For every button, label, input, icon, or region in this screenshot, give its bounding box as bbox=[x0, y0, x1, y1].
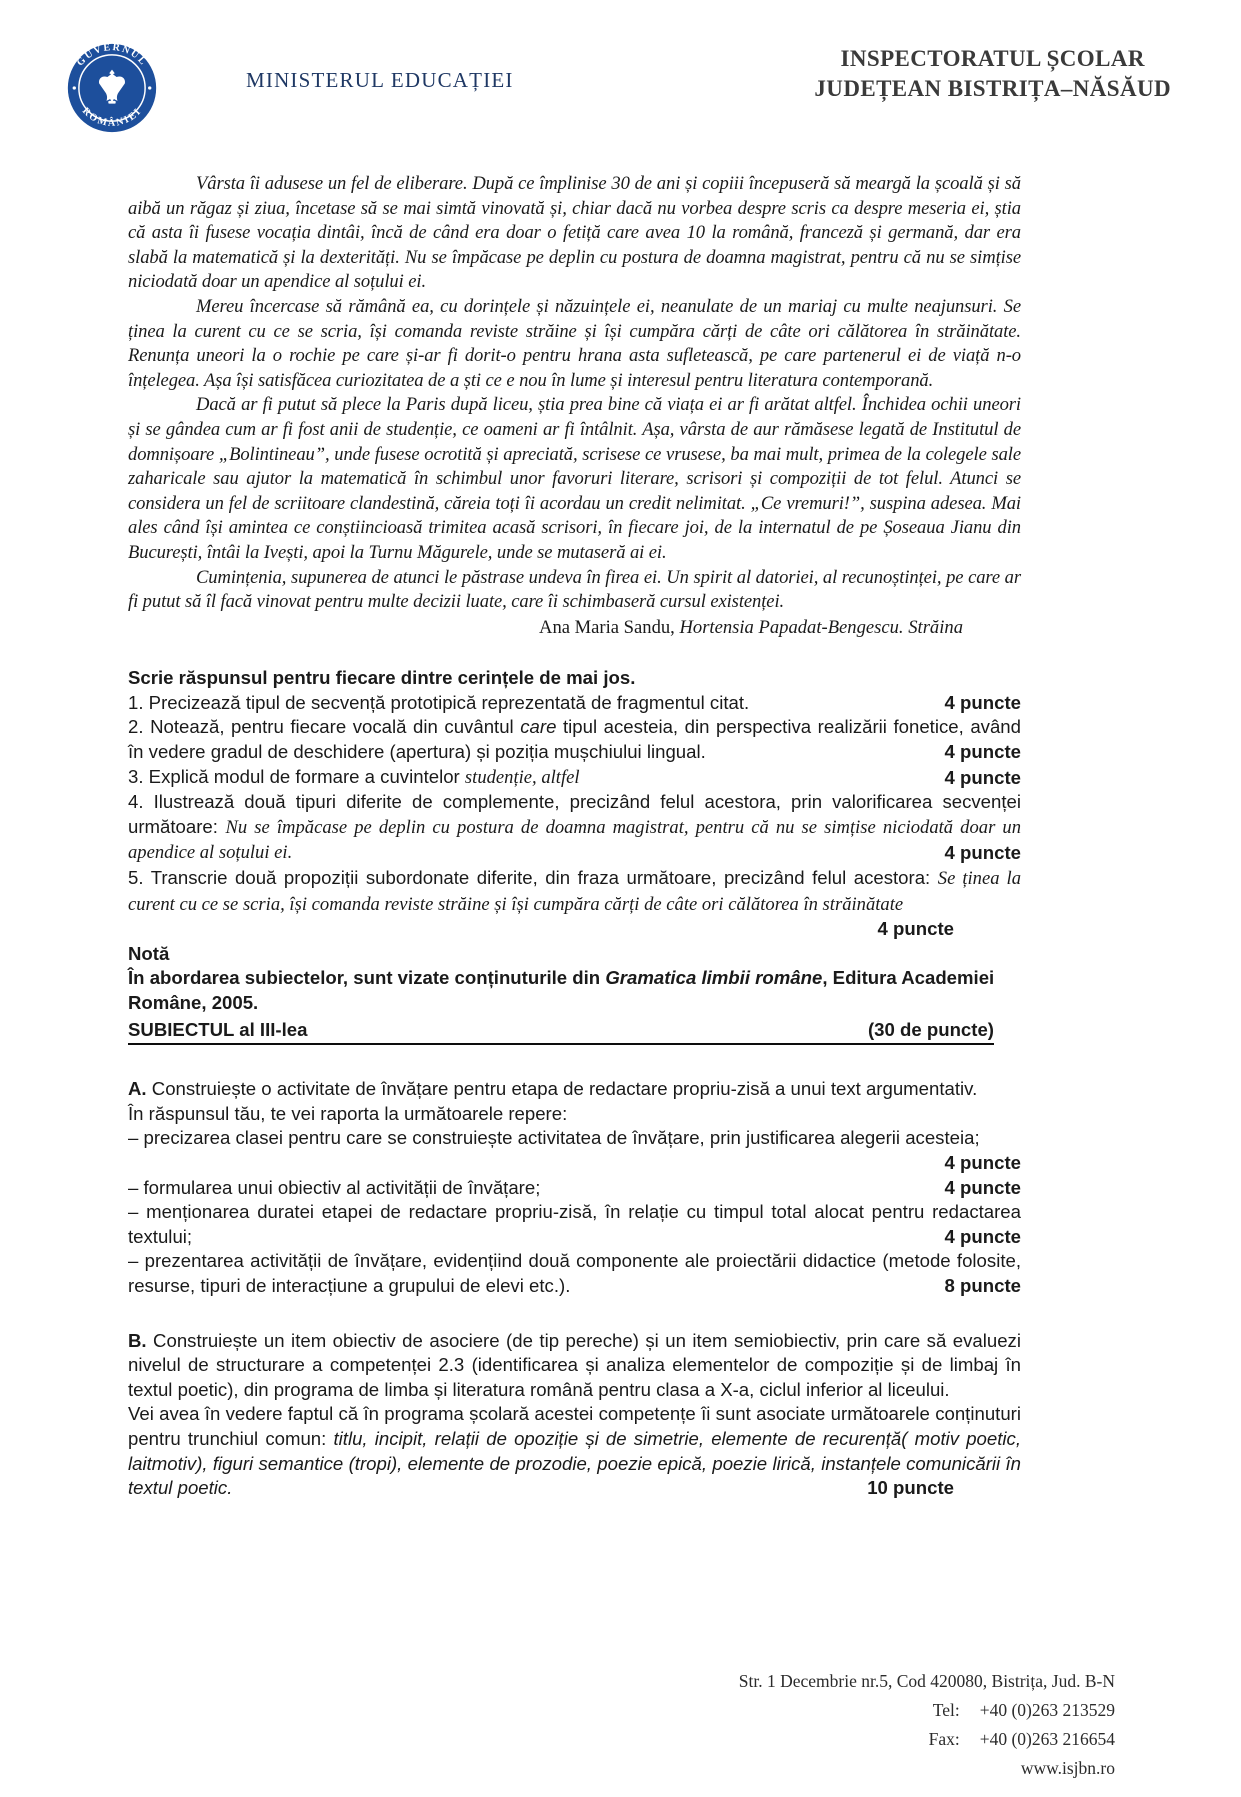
inspectorate-line2: JUDEȚEAN BISTRIȚA–NĂSĂUD bbox=[814, 76, 1171, 101]
question-2-points: 4 puncte bbox=[937, 740, 1021, 765]
ministry-title: MINISTERUL EDUCAȚIEI bbox=[246, 68, 514, 92]
inspectorate-title bbox=[814, 44, 1171, 104]
question-2-text-cont: tipul acesteia, din perspectiva realizării fonetice, având în vedere gradul de deschidere (apertura) și poziția mușchiului lingual. bbox=[128, 716, 1021, 763]
section-b-contents-list: titlu, incipit, relații de opoziție și de simetrie, elemente de recurență( motiv poetic, laitmotiv), figuri semantice (tropi), elemente de prozodie, poezie epică, poezie lirică, instanțele comunicării în textul poetic. bbox=[128, 1427, 1021, 1499]
footer-fax bbox=[739, 1725, 1115, 1754]
exam-document-page bbox=[0, 42, 1241, 1797]
question-3-quote: studenție, altfel bbox=[464, 766, 580, 788]
excerpt-attribution bbox=[128, 616, 1021, 641]
footer-fax-label: Fax: bbox=[928, 1729, 960, 1749]
note-text-pre: În abordarea subiectelor, sunt vizate conținuturile din bbox=[128, 967, 606, 989]
document-body bbox=[128, 172, 1021, 1501]
note-book-title: Gramatica limbii române bbox=[605, 967, 823, 989]
question-1-points: 4 puncte bbox=[937, 691, 1021, 716]
section-a bbox=[128, 1077, 1021, 1298]
section-b-label: B. bbox=[128, 1329, 147, 1351]
question-5-quote: Se ținea la curent cu ce se scria, își comanda reviste străine și își cumpăra cărți de câte ori călătorea în străinătate bbox=[128, 868, 1021, 915]
excerpt-paragraph-1: Vârsta îi adusese un fel de eliberare. După ce împlinise 30 de ani și copiii începuseră să meargă la școală și să aibă un răgaz și ziua, încetase să se mai simtă vinovată și, chiar dacă nu vorbea despre scris ca despre meseria ei, știa că asta îi fusese vocația dintâi, încă de când era doar o fetiță care avea 10 la română, franceză și germană, dar era slabă la matematică și la dexterități. Nu se împăcase pe deplin cu postura de doamna magistrat, pentru că nu se simțise niciodată doar un apendice al soțului ei. bbox=[128, 173, 1021, 293]
section-b-intro-text: Construiește un item obiectiv de asociere (de tip pereche) și un item semiobiectiv, prin care să evaluezi nivelul de structurare a competenței 2.3 (identificarea și analiza elementelor de compoziție și de limbaj în textul poetic), din programa de limba și literatura română pentru clasa a X-a, ciclul inferior al liceului. bbox=[128, 1329, 1021, 1400]
excerpt-paragraph-3: Dacă ar fi putut să plece la Paris după liceu, știa prea bine că viața ei ar fi arătat altfel. Închidea ochii uneori și se gândea cum ar fi fost anii de studenție, ce oameni ar fi întâlnit. Așa, vârsta de aur rămăsese legată de Institutul de domnișoare „Bolintineau”, unde fusese ocrotită și apreciată, scrisese ce vrusese, ba mai mult, primea de la colegele sale zaharicale sau ajutor la matematică în schimbul unor favoruri literare, scrisori și compoziții de tot felul. Atunci se considera un fel de scriitoare clandestină, căreia toți îi acordau un credit nelimitat. „Ce vremuri!”, suspina adesea. Mai ales când își amintea ce conștiincioasă trimitea acasă scrisori, în fiecare joi, de la internatul de pe Șoseaua Jianu din București, întâi la Ivești, apoi la Turnu Măgurele, unde se mutaseră ai ei. bbox=[128, 394, 1021, 563]
section-a-item-4 bbox=[128, 1249, 1021, 1298]
attribution-work-title: Hortensia Papadat-Bengescu. Străina bbox=[679, 616, 963, 638]
footer-tel-value: +40 (0)263 213529 bbox=[979, 1700, 1115, 1720]
logo-text-bottom: ROMÂNIEI bbox=[79, 105, 145, 129]
questions-section bbox=[128, 666, 1021, 1045]
section-a-item-4-text: – prezentarea activității de învățare, evidențiind două componente ale proiectării didactice (metode folosite, resurse, tipuri de interacțiune a grupului de elevi etc.). bbox=[128, 1250, 1021, 1296]
section-a-item-1 bbox=[128, 1126, 1021, 1151]
section-a-item-1-text: – precizarea clasei pentru care se construiește activitatea de învățare, prin justificarea alegerii acesteia; bbox=[128, 1127, 980, 1149]
section-b-intro bbox=[128, 1329, 1021, 1403]
excerpt-paragraph-2: Mereu încercase să rămână ea, cu dorințele și năzuințele ei, neanulate de un mariaj cu multe neajunsuri. Se ținea la curent cu ce se scria, își comanda reviste străine și își cumpăra cărți de câte ori călătorea în străinătate. Renunța uneori la o rochie pe care și-ar fi dorit-o pentru hrana asta sufletească, pe care partenerul ei de viață n-o înțelegea. Așa își satisfăcea curiozitatea de a ști ce e nou în lume și interesul pentru literatura contemporană. bbox=[128, 295, 1021, 391]
logo-text-top: GUVERNUL bbox=[74, 42, 150, 69]
subject-3-points: (30 de puncte) bbox=[867, 1018, 994, 1040]
section-a-item-2 bbox=[128, 1176, 1021, 1201]
subject-3-header bbox=[128, 1018, 994, 1046]
question-4-points: 4 puncte bbox=[937, 841, 1021, 866]
literary-excerpt bbox=[128, 172, 1021, 615]
footer-tel bbox=[739, 1696, 1115, 1725]
question-3 bbox=[128, 765, 1021, 791]
question-4-text: 4. Ilustrează două tipuri diferite de complemente, precizând felul acestora, prin valorificarea secvenței următoare: bbox=[128, 791, 1021, 837]
document-footer bbox=[739, 1667, 1115, 1783]
section-a-label: A. bbox=[128, 1078, 147, 1100]
question-5-points: 4 puncte bbox=[877, 918, 954, 940]
section-a-item-3-points: 4 puncte bbox=[937, 1225, 1021, 1250]
section-b-contents-pre: Vei avea în vedere faptul că în programa școlară acestei competențe îi sunt asociate următoarele conținuturi pentru trunchiul comun: bbox=[128, 1403, 1021, 1449]
section-b-points: 10 puncte bbox=[859, 1476, 954, 1501]
note-text-post: , Editura Academiei Române, 2005. bbox=[128, 967, 995, 1013]
inspectorate-line1: INSPECTORATUL ȘCOLAR bbox=[840, 46, 1145, 71]
section-a-item-3-text: – menționarea duratei etapei de redactare propriu-zisă, în relație cu timpul total alocat pentru redactarea textului; bbox=[128, 1201, 1021, 1247]
section-a-line2: În răspunsul tău, te vei raporta la următoarele repere: bbox=[128, 1102, 568, 1124]
section-b-contents bbox=[128, 1402, 1021, 1500]
section-b bbox=[128, 1329, 1021, 1501]
question-1 bbox=[128, 691, 1021, 716]
question-2-emphasis: care bbox=[520, 716, 557, 738]
excerpt-paragraph-4: Cumințenia, supunerea de atunci le păstrase undeva în firea ei. Un spirit al datoriei, al recunoștinței, pe care ar fi putut să îl facă vinovat pentru multe decizii luate, care îi schimbaseră cursul existenței. bbox=[128, 566, 1021, 613]
note-label: Notă bbox=[128, 942, 170, 964]
question-2-text: 2. Notează, pentru fiecare vocală din cuvântul bbox=[128, 716, 521, 738]
footer-tel-label: Tel: bbox=[932, 1700, 960, 1720]
question-3-text: 3. Explică modul de formare a cuvintelor bbox=[128, 765, 465, 787]
questions-intro: Scrie răspunsul pentru fiecare dintre cerințele de mai jos. bbox=[128, 667, 636, 689]
section-a-item-3 bbox=[128, 1200, 1021, 1249]
question-2 bbox=[128, 715, 1021, 764]
question-5-text: 5. Transcrie două propoziții subordonate diferite, din fraza următoare, precizând felul acestora: bbox=[128, 867, 938, 889]
section-a-intro-text: Construiește o activitate de învățare pentru etapa de redactare propriu-zisă a unui text argumentativ. bbox=[146, 1078, 978, 1100]
question-3-points: 4 puncte bbox=[937, 766, 1021, 791]
document-header bbox=[66, 42, 1171, 134]
attribution-author: Ana Maria Sandu, bbox=[539, 616, 680, 638]
section-a-intro bbox=[128, 1077, 1021, 1102]
government-of-romania-logo bbox=[66, 42, 158, 134]
subject-3-label: SUBIECTUL al III-lea bbox=[128, 1018, 308, 1040]
footer-fax-value: +40 (0)263 216654 bbox=[979, 1729, 1115, 1749]
question-1-text: 1. Precizează tipul de secvență prototipică reprezentată de fragmentul citat. bbox=[128, 691, 750, 713]
question-5 bbox=[128, 866, 1021, 917]
note-text bbox=[128, 966, 1021, 1015]
section-a-item-2-text: – formularea unui obiectiv al activității de învățare; bbox=[128, 1176, 541, 1198]
question-4-quote: Nu se împăcase pe deplin cu postura de doamna magistrat, pentru că nu se simțise niciodată doar un apendice al soțului ei. bbox=[128, 816, 1021, 864]
footer-website: www.isjbn.ro bbox=[1020, 1758, 1115, 1778]
section-a-item-2-points: 4 puncte bbox=[937, 1176, 1021, 1201]
footer-address: Str. 1 Decembrie nr.5, Cod 420080, Bistrița, Jud. B-N bbox=[738, 1671, 1115, 1691]
section-a-item-4-points: 8 puncte bbox=[937, 1274, 1021, 1299]
question-4 bbox=[128, 790, 1021, 866]
section-a-item-1-points: 4 puncte bbox=[944, 1151, 1021, 1173]
